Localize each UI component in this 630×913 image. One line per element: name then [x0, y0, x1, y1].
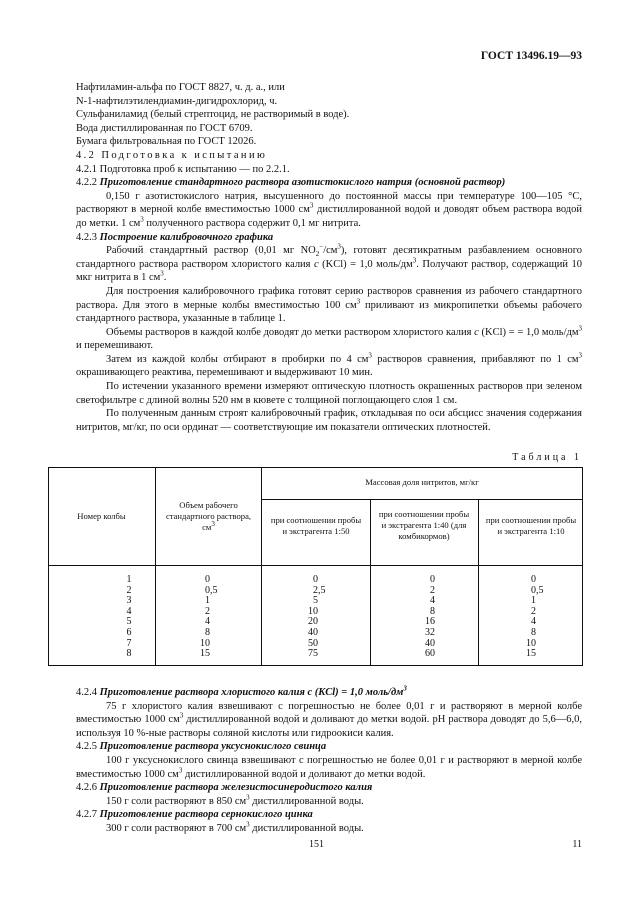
table-cell: 4 — [205, 616, 210, 628]
section-heading: 4.2 Подготовка к испытанию — [76, 149, 268, 161]
table-cell: 10 — [200, 637, 210, 649]
subsection-title: Приготовление раствора уксуснокислого свинца — [99, 741, 327, 753]
table-cell: 0 — [205, 574, 210, 585]
table-1 — [48, 467, 583, 666]
reagent-line: N-1-нафтилэтилендиамин-дигидрохлорид, ч. — [76, 95, 278, 107]
paragraph: Затем из каждой колбы отбирают в пробирки по 4 $см^3$ растворов сравнения, прибавляют по 1 $см^3$ окрашивающего реактива, перемешивают и выдерживают 10 мин. — [76, 351, 582, 379]
main-text — [76, 81, 582, 434]
header-ratio-1-10: при соотношении пробы и экстрагента 1:10 — [485, 515, 577, 536]
subsection-heading — [76, 781, 582, 795]
paragraph: 4.2.1 Подготовка проб к испытанию — по 2.2.1. — [76, 163, 290, 175]
bottom-text — [76, 686, 582, 836]
table-cell: 5 — [313, 595, 318, 607]
table-cell: 3 — [126, 595, 132, 607]
table-cell: 16 — [425, 616, 435, 628]
table-cell: 1 — [126, 574, 132, 585]
subsection-number: 4.2.2 — [76, 177, 97, 189]
header-standard-volume: Объем рабочего стандартного раствора, $см^3$ — [165, 500, 252, 532]
table-cell: 75 — [308, 648, 318, 660]
table-cell: 2 — [205, 605, 210, 617]
paragraph: Объемы растворов в каждой колбе доводят до метки раствором хлористого калия с (KCl) = = 1,0 моль/$дм^3$ и перемешивают. — [76, 324, 583, 352]
table-cell: 8 — [126, 648, 132, 660]
table-cell: 4 — [126, 605, 132, 617]
table-caption: Таблица 1 — [512, 452, 582, 463]
paragraph: 100 г уксуснокислого свинца взвешивают с погрешностью не более 0,01 г и растворяют в мерной колбе вместимостью 1000 $см^3$ дистиллированной водой и доливают до метки водой. — [76, 754, 582, 780]
reagent-line: Нафтиламин-альфа по ГОСТ 8827, ч. д. а., или — [76, 82, 285, 93]
paragraph: 75 г хлористого калия взвешивают с погрешностью не более 0,01 г и растворяют в мерной колбе вместимостью 1000 $см^3$ дистиллированной водой и доливают до метки водой. pH раствора доводят до 5,6—6,0, используя 10 %-ные растворы соляной кислоты или гидроокиси калия. — [76, 700, 582, 739]
header-ratio-1-40: при соотношении пробы и экстрагента 1:40 (для комбикормов) — [378, 509, 470, 541]
subsection-title: Приготовление раствора сернокислого цинка — [99, 809, 313, 821]
table-cell: 0 — [430, 574, 435, 585]
table-cell: 2 — [430, 584, 435, 596]
table-cell: 1 — [205, 595, 210, 607]
table-cell: 15 — [526, 648, 536, 660]
subsection-number: 4.2.5 — [76, 741, 97, 753]
table-cell: 0,5 — [205, 584, 218, 596]
column-flask-number — [123, 575, 135, 660]
header-flask-number: Номер колбы — [77, 511, 126, 521]
subsection-title: Приготовление раствора железистосинеродистого калия — [99, 782, 373, 794]
column-ratio-1-40 — [415, 575, 435, 660]
table-cell: 8 — [430, 605, 435, 617]
table-cell: 5 — [126, 616, 132, 628]
subsection-title: Приготовление раствора хлористого калия с (KCl) = 1,0 моль/$дм^3$ — [99, 684, 407, 698]
table-cell: 8 — [205, 626, 210, 638]
subsection-heading — [76, 686, 582, 700]
subsection-number: 4.2.6 — [76, 782, 97, 794]
table-cell: 0 — [313, 574, 318, 585]
column-ratio-1-50 — [306, 575, 346, 660]
paragraph: 300 г соли растворяют в 700 $см^3$ дистиллированной воды. — [106, 820, 364, 834]
column-ratio-1-10 — [524, 575, 564, 660]
document-code: ГОСТ 13496.19—93 — [480, 50, 582, 62]
subsection-heading — [76, 740, 582, 754]
header-mass-fraction: Массовая доля нитритов, мг/кг — [365, 477, 479, 487]
reagent-line: Сульфаниламид (белый стрептоцид, не растворимый в воде). — [76, 109, 350, 121]
paragraph: Рабочий стандартный раствор (0,01 мг $NO_2^-/см^3$), готовят десятикратным разбавлением основного стандартного раствора раствором хлористого калия с (KCl) = 1,0 моль/$дм^3$. Получают раствор, содержащий 10 мкг нитрита в 1 $см^3$. — [76, 242, 582, 284]
table-cell: 2 — [531, 605, 536, 617]
paragraph: По полученным данным строят калибровочный график, откладывая по оси абсцисс значения содержания нитритов, мг/кг, по оси ординат — соответствующие им показатели оптических плотностей. — [76, 408, 582, 433]
reagent-line: Бумага фильтровальная по ГОСТ 12026. — [76, 136, 257, 148]
subsection-heading — [76, 231, 582, 245]
table-cell: 40 — [308, 626, 318, 638]
table-cell: 2 — [126, 584, 132, 596]
table-cell: 10 — [526, 637, 536, 649]
page-number-center: 151 — [309, 839, 324, 850]
page-number-right: 11 — [572, 839, 582, 850]
table-cell: 40 — [425, 637, 435, 649]
table-cell: 0 — [531, 574, 536, 585]
paragraph: Для построения калибровочного графика готовят серию растворов сравнения из рабочего стандартного раствора. Для этого в мерные колбы вместимостью 100 $см^3$ приливают из микропипетки объемы рабочего стандартного раствора, указанные в таблице 1. — [76, 285, 582, 325]
table-cell: 10 — [308, 605, 318, 617]
column-standard-volume — [198, 575, 238, 660]
paragraph: 150 г соли растворяют в 850 $см^3$ дистиллированной воды. — [106, 793, 364, 807]
table-cell: 15 — [200, 648, 210, 660]
table-cell: 6 — [126, 626, 132, 638]
subsection-heading — [76, 808, 582, 822]
table-cell: 8 — [531, 626, 536, 638]
table-cell: 4 — [531, 616, 536, 628]
table-cell: 60 — [425, 648, 435, 660]
table-cell: 2,5 — [313, 584, 326, 596]
subsection-number: 4.2.4 — [76, 687, 97, 698]
header-ratio-1-50: при соотношении пробы и экстрагента 1:50 — [270, 515, 362, 536]
subsection-heading — [76, 176, 582, 190]
table-cell: 32 — [425, 626, 435, 638]
table-cell: 1 — [531, 595, 536, 607]
table-cell: 7 — [126, 637, 132, 649]
subsection-title: Построение калибровочного графика — [99, 231, 274, 243]
table-cell: 50 — [308, 637, 318, 649]
table-cell: 20 — [308, 616, 318, 628]
paragraph: 0,150 г азотистокислого натрия, высушенного до постоянной массы при температуре 100—105 °С, растворяют в мерной колбе вместимостью 1000 $см^3$ дистиллированной водой и доводят объем раствора водой до метки. 1 $см^3$ полученного раствора содержит 0,1 мг нитрита. — [76, 190, 582, 229]
reagent-line: Вода дистиллированная по ГОСТ 6709. — [76, 122, 253, 134]
subsection-number: 4.2.7 — [76, 809, 97, 821]
subsection-number: 4.2.3 — [76, 231, 97, 243]
table-cell: 0,5 — [531, 584, 544, 596]
paragraph: По истечении указанного времени измеряют оптическую плотность окрашенных растворов при зеленом светофильтре с длиной волны 520 нм в кювете с толщиной поглощающего слоя 1 см. — [76, 381, 582, 406]
subsection-title: Приготовление стандартного раствора азотистокислого натрия (основной раствор) — [99, 177, 506, 189]
table-cell: 4 — [430, 595, 435, 607]
